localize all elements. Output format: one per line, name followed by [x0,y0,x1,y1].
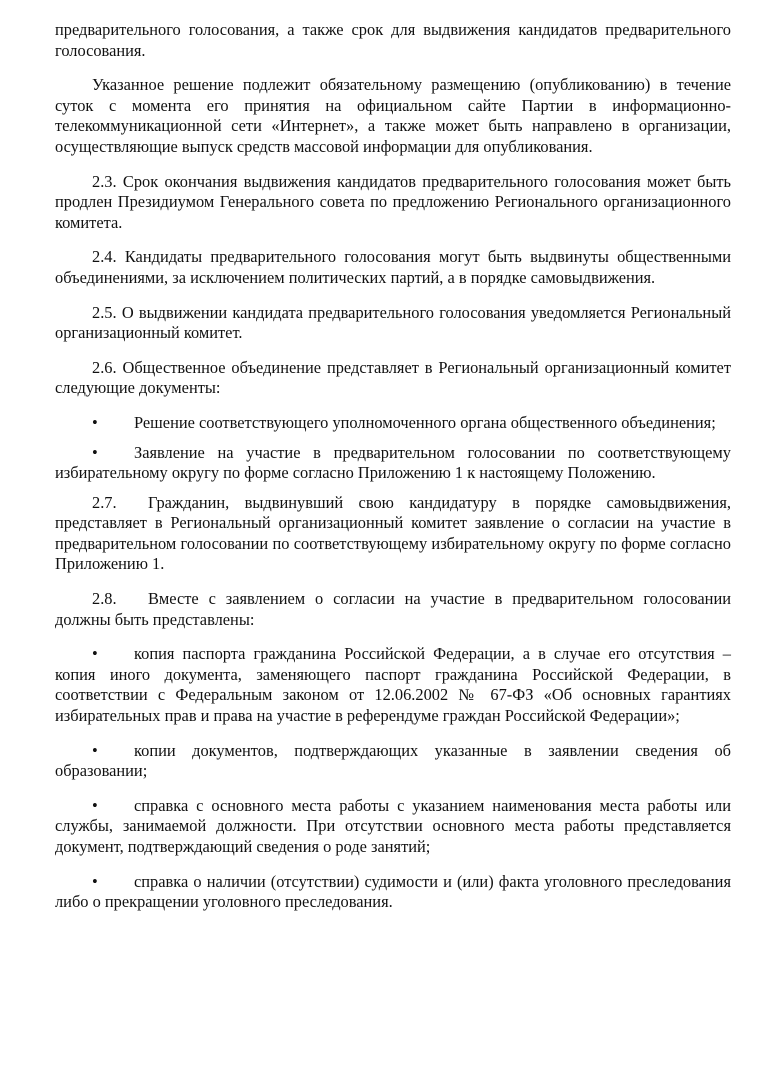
clause-text: Общественное объединение представляет в Региональный организационный комитет следующие документы: [55,357,731,398]
list-item-text: копия паспорта гражданина Российской Федерации, а в случае его отсутствия – копия иного документа, заменяющего паспорт гражданина Российской Федерации, в соответствии с Федеральным законом от 12.06.2002 № 67-ФЗ «Об основных гарантиях избирательных прав и права на участие в референдуме граждан Российской Федерации»; [55,644,731,726]
clause-number: 2.7. [92,492,117,512]
clause-text: Гражданин, выдвинувший свою кандидатуру в порядке самовыдвижения, представляет в Региональный организационный комитет заявление о согласии на участие в предварительном голосовании по соответствующему избирательному округу по форме согласно Приложению 1. [55,492,731,574]
list-item-text: справка с основного места работы с указанием наименования места работы или службы, занимаемой должности. При отсутствии основного места работы представляется документ, подтверждающий сведения о роде занятий; [55,795,731,856]
list-item [55,644,731,726]
list-item [55,741,731,782]
clause-number: 2.3. [92,171,117,191]
clause-text: Кандидаты предварительного голосования могут быть выдвинуты общественными объединениями, за исключением политических партий, а в порядке самовыдвижения. [55,247,731,287]
clause-number: 2.5. [92,302,117,322]
paragraph-continuation: предварительного голосования, а также срок для выдвижения кандидатов предварительного голосования. [55,20,731,60]
bullet-icon: • [92,795,98,815]
paragraph-2-5 [55,303,731,344]
bullet-icon: • [92,740,98,760]
clause-number: 2.4. [92,247,117,267]
list-item-text: копии документов, подтверждающих указанные в заявлении сведения об образовании; [55,740,731,781]
bullet-icon: • [92,644,98,664]
document-page [55,20,731,913]
clause-number: 2.6. [92,357,117,377]
list-item-text: справка о наличии (отсутствии) судимости и (или) факта уголовного преследования либо о прекращении уголовного преследования. [55,871,731,912]
list-item [55,443,731,484]
list-item [55,796,731,858]
paragraph-2-4 [55,247,731,288]
bullet-icon: • [92,871,98,891]
paragraph-publication: Указанное решение подлежит обязательному размещению (опубликованию) в течение суток с момента его принятия на официальном сайте Партии в информационно-телекоммуникационной сети «Интернет», а также может быть направлено в организации, осуществляющие выпуск средств массовой информации для опубликования. [55,75,731,156]
bullet-icon: • [92,412,98,432]
list-item-text: Решение соответствующего уполномоченного органа общественного объединения; [134,412,716,432]
clause-number: 2.8. [92,589,117,609]
list-item [55,872,731,913]
list-item [55,413,731,434]
list-item-text: Заявление на участие в предварительном голосовании по соответствующему избирательному округу по форме согласно Приложению 1 к настоящему Положению. [55,442,731,483]
clause-text: Вместе с заявлением о согласии на участие в предварительном голосовании должны быть представлены: [55,589,731,629]
paragraph-2-8 [55,589,731,630]
paragraph-2-7 [55,493,731,575]
clause-text: Срок окончания выдвижения кандидатов предварительного голосования может быть продлен Президиумом Генерального совета по предложению Регионального организационного комитета. [55,171,731,232]
paragraph-2-6 [55,358,731,399]
bullet-icon: • [92,442,98,462]
paragraph-2-3 [55,172,731,234]
clause-text: О выдвижении кандидата предварительного голосования уведомляется Региональный организационный комитет. [55,302,731,343]
